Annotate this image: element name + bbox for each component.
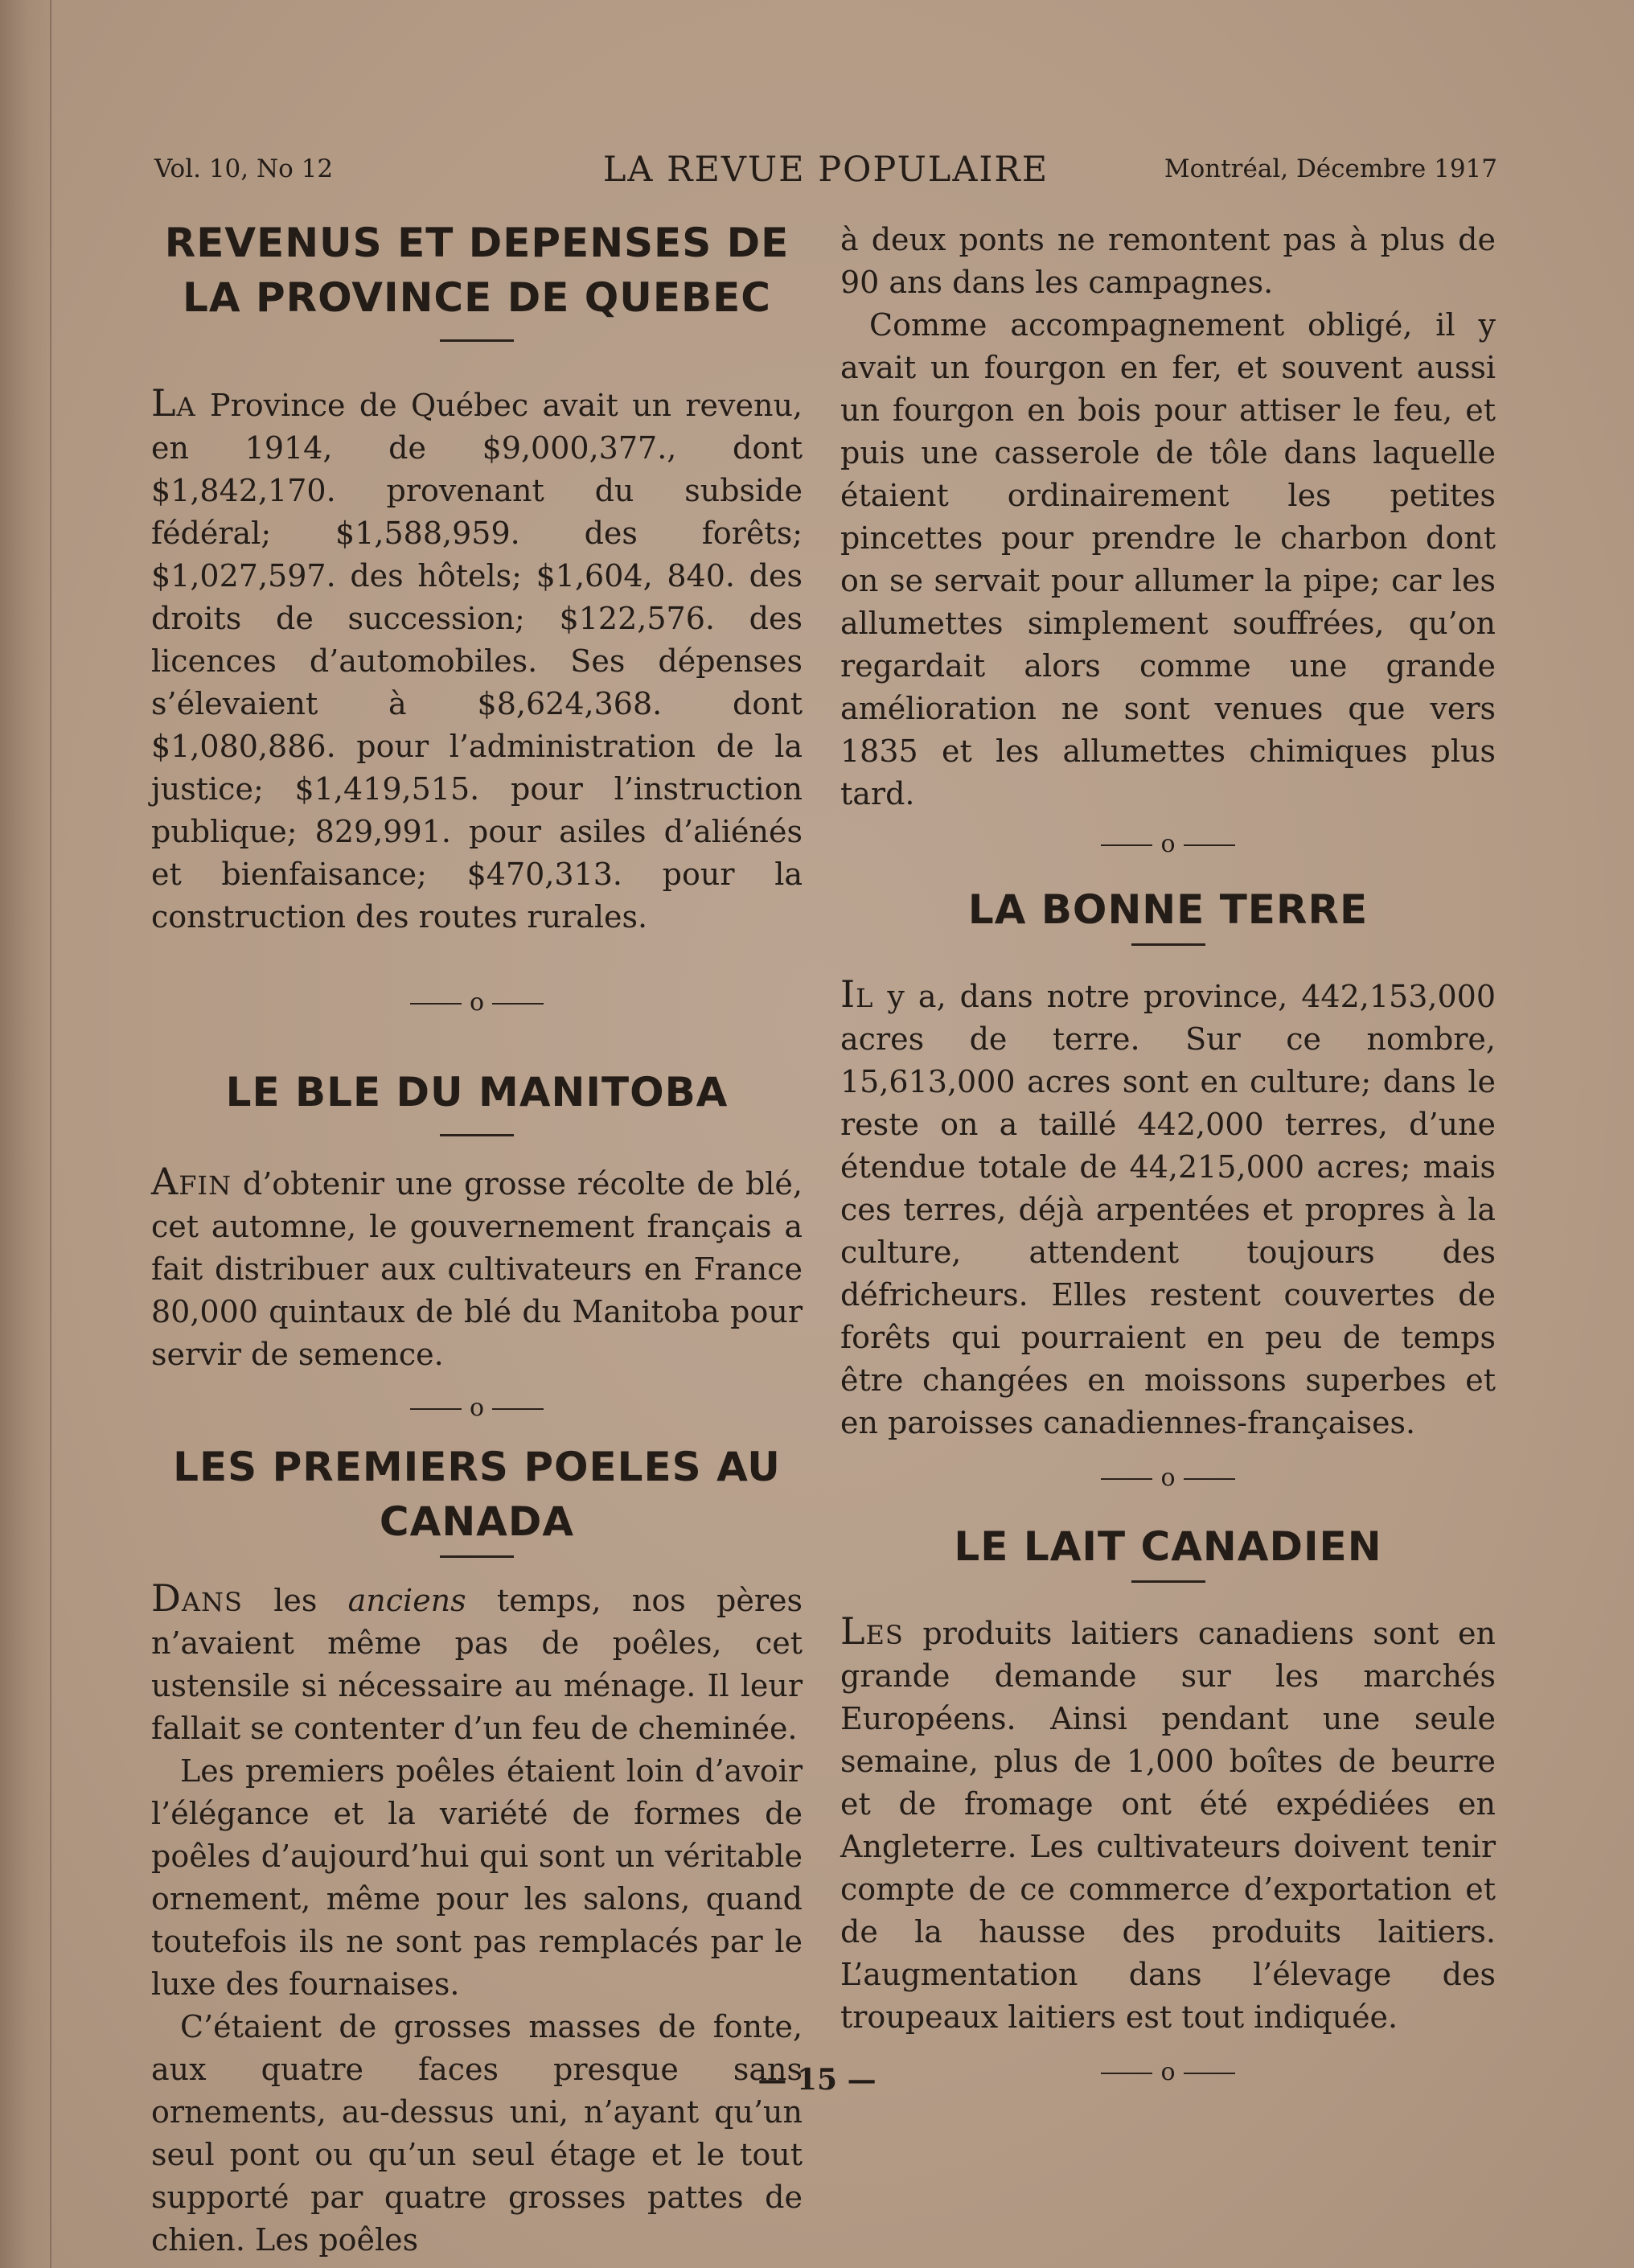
body-text: Province de Québec avait un revenu, en 1914, de $9,000,377., dont $1,842,170. provenant du subside fédéral; $1,588,959. des forêts; $1,027,597. des hôtels; $1,604, 840. des droits de succession; $122,576. des licences d’automobiles. Ses dépenses s’élevaient à $8,624,368. dont $1,080,886. pour l’administration de la justice; $1,419,515. pour l’instruction publique; 829,991. pour asiles d’aliénés et bienfaisance; $470,313. pour la construction des routes rurales. bbox=[151, 388, 803, 935]
separator-mark: o bbox=[469, 1394, 485, 1422]
body-text: y a, dans notre province, 442,153,000 acres de terre. Sur ce nombre, 15,613,000 acres sont en culture; dans le reste on a taillé 442,000 terres, d’une étendue totale de 44,215,000 acres; mais ces terres, déjà arpentées et propres à la culture, attendent toujours des défricheurs. Elles restent couvertes de forêts qui pourraient en peu de temps être changées en moissons superbes et en paroisses canadiennes-françaises. bbox=[840, 979, 1496, 1440]
separator-mark: o bbox=[469, 988, 485, 1017]
article-terre bbox=[840, 882, 1496, 1444]
title-rule bbox=[440, 339, 514, 342]
article-paragraph: Les premiers poêles étaient loin d’avoir l’élégance et la variété de formes de poêles d’aujourd’hui qui sont un véritable ornement, même pour les salons, quand toutefois ils ne sont pas remplacés par le luxe des fournaises. bbox=[151, 1753, 803, 2002]
lead-word: La bbox=[151, 381, 196, 425]
article-title: LA BONNE TERRE bbox=[967, 886, 1369, 933]
section-separator bbox=[840, 830, 1496, 858]
body-text: d’obtenir une grosse récolte de blé, cet automne, le gouvernement français a fait distribuer aux cultivateurs en France 80,000 quintaux de blé du Manitoba pour servir de semence. bbox=[151, 1166, 803, 1372]
page-number: — 15 — bbox=[757, 2063, 877, 2097]
binding-line bbox=[50, 0, 51, 2268]
article-body bbox=[151, 1161, 803, 1376]
article-body bbox=[151, 382, 803, 939]
article-revenus bbox=[151, 216, 803, 939]
article-body bbox=[840, 1610, 1496, 2039]
title-rule bbox=[1131, 943, 1205, 946]
article-title: LE LAIT CANADIEN bbox=[954, 1523, 1382, 1570]
left-column bbox=[151, 216, 803, 2262]
body-text: produits laitiers canadiens sont en grande demande sur les marchés Européens. Ainsi pendant une seule semaine, plus de 1,000 boîtes de beurre et de fromage ont été expédiées en Angleterre. Les cultivateurs doivent tenir compte de ce commerce d’exportation et de la hausse des produits laitiers. L’augmentation dans l’élevage des troupeaux laitiers est tout indiquée. bbox=[840, 1616, 1496, 2035]
section-separator bbox=[151, 988, 803, 1017]
journal-title: LA REVUE POPULAIRE bbox=[602, 150, 1049, 190]
volume-number: Vol. 10, No 12 bbox=[154, 154, 334, 183]
title-rule bbox=[440, 1134, 514, 1136]
article-title: REVENUS ET DEPENSES DE LA PROVINCE DE QUEBEC bbox=[164, 220, 790, 321]
article-continuation: à deux ponts ne remontent pas à plus de 90 ans dans les campagnes. bbox=[840, 222, 1496, 300]
article-title: LES PREMIERS POELES AU CANADA bbox=[173, 1444, 781, 1545]
lead-word: Dans bbox=[151, 1576, 243, 1620]
article-paragraph: C’étaient de grosses masses de fonte, aux quatre faces presque sans ornements, au-dessus uni, n’ayant qu’un seul pont ou qu’un seul étage et le tout supporté par quatre grosses pattes de chien. Les poêles bbox=[151, 2009, 803, 2258]
article-poeles bbox=[151, 1440, 803, 2262]
right-column bbox=[840, 219, 1496, 2104]
page-header bbox=[154, 150, 1497, 190]
article-paragraph: Comme accompagnement obligé, il y avait un fourgon en fer, et souvent aussi un fourgon en bois pour attiser le feu, et puis une casserole de tôle dans laquelle étaient ordinairement les petites pincettes pour prendre le charbon dont on se servait pour allumer la pipe; car les allumettes simplement souffrées, qu’on regardait alors comme une grande amélioration ne sont venues que vers 1835 et les allumettes chimiques plus tard. bbox=[840, 307, 1496, 811]
separator-mark: o bbox=[1160, 2058, 1176, 2086]
section-separator bbox=[840, 1464, 1496, 1492]
lead-word: Les bbox=[840, 1609, 904, 1653]
separator-mark: o bbox=[1160, 1464, 1176, 1492]
lead-word: Afin bbox=[151, 1160, 232, 1203]
title-rule bbox=[1131, 1580, 1205, 1583]
article-body: Dans les anciens temps, nos pères n’avaient même pas de poêles, cet ustensile si nécessaire au ménage. Il leur fallait se contenter d’un feu de cheminée. bbox=[151, 1576, 803, 1746]
page-binding-edge bbox=[0, 0, 56, 2268]
title-rule bbox=[440, 1555, 514, 1558]
separator-mark: o bbox=[1160, 830, 1176, 858]
article-lait bbox=[840, 1519, 1496, 2039]
issue-date: Montréal, Décembre 1917 bbox=[1164, 154, 1497, 183]
lead-word: Il bbox=[840, 972, 874, 1016]
article-body bbox=[840, 973, 1496, 1444]
italic-word: anciens bbox=[347, 1583, 466, 1618]
section-separator bbox=[151, 1394, 803, 1422]
article-title: LE BLE DU MANITOBA bbox=[225, 1069, 729, 1116]
article-ble bbox=[151, 1065, 803, 1376]
